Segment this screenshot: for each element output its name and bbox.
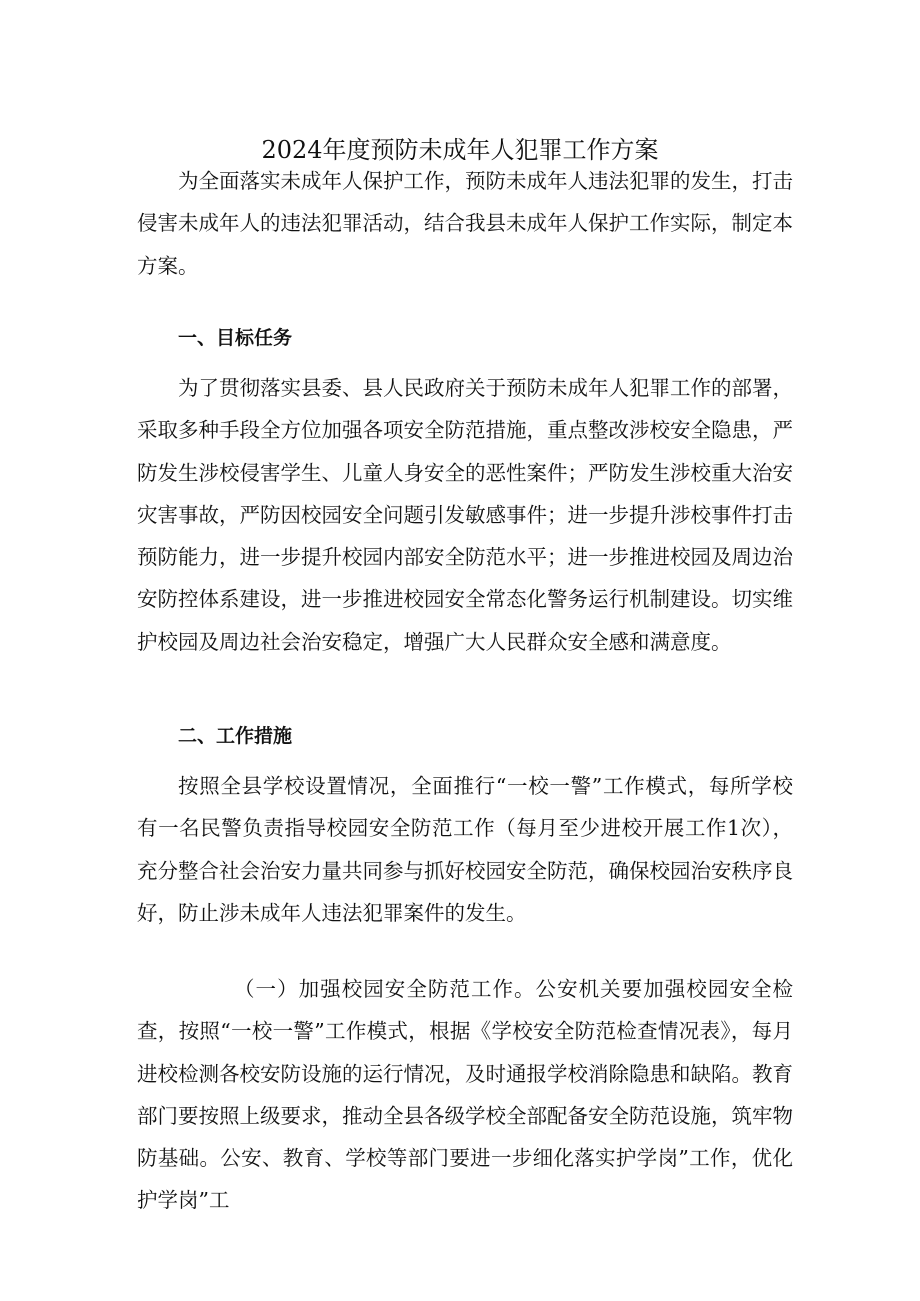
section-heading-measures: 二、工作措施 [178,725,293,747]
section-heading-goals: 一、目标任务 [178,327,293,349]
intro-paragraph: 为全面落实未成年人保护工作，预防未成年人违法犯罪的发生，打击侵害未成年人的违法犯罪活动，结合我县未成年人保护工作实际，制定本方案。 [137,169,793,278]
measures-subparagraph-1: （一）加强校园安全防范工作。公安机关要加强校园安全检查，按照“一校一警”工作模式，根据《学校安全防范检查情况表》，每月进校检测各校安防设施的运行情况，及时通报学校消除隐患和缺陷。教育部门要按照上级要求，推动全县各级学校全部配备安全防范设施，筑牢物防基础。公安、教育、学校等部门要进一步细化落实护学岗”工作，优化护学岗”工 [137,977,793,1213]
measures-paragraph: 按照全县学校设置情况，全面推行“一校一警”工作模式，每所学校有一名民警负责指导校园安全防范工作（每月至少进校开展工作1次），充分整合社会治安力量共同参与抓好校园安全防范，确保校园治安秩序良好，防止涉未成年人违法犯罪案件的发生。 [137,774,793,925]
page-title: 2024年度预防未成年人犯罪工作方案 [261,136,659,165]
goals-paragraph: 为了贯彻落实县委、县人民政府关于预防未成年人犯罪工作的部署，采取多种手段全方位加强各项安全防范措施，重点整改涉校安全隐患，严防发生涉校侵害学生、儿童人身安全的恶性案件；严防发生涉校重大治安灾害事故，严防因校园安全问题引发敏感事件；进一步提升涉校事件打击预防能力，进一步提升校园内部安全防范水平；进一步推进校园及周边治安防控体系建设，进一步推进校园安全常态化警务运行机制建设。切实维护校园及周边社会治安稳定，增强广大人民群众安全感和满意度。 [137,376,793,654]
